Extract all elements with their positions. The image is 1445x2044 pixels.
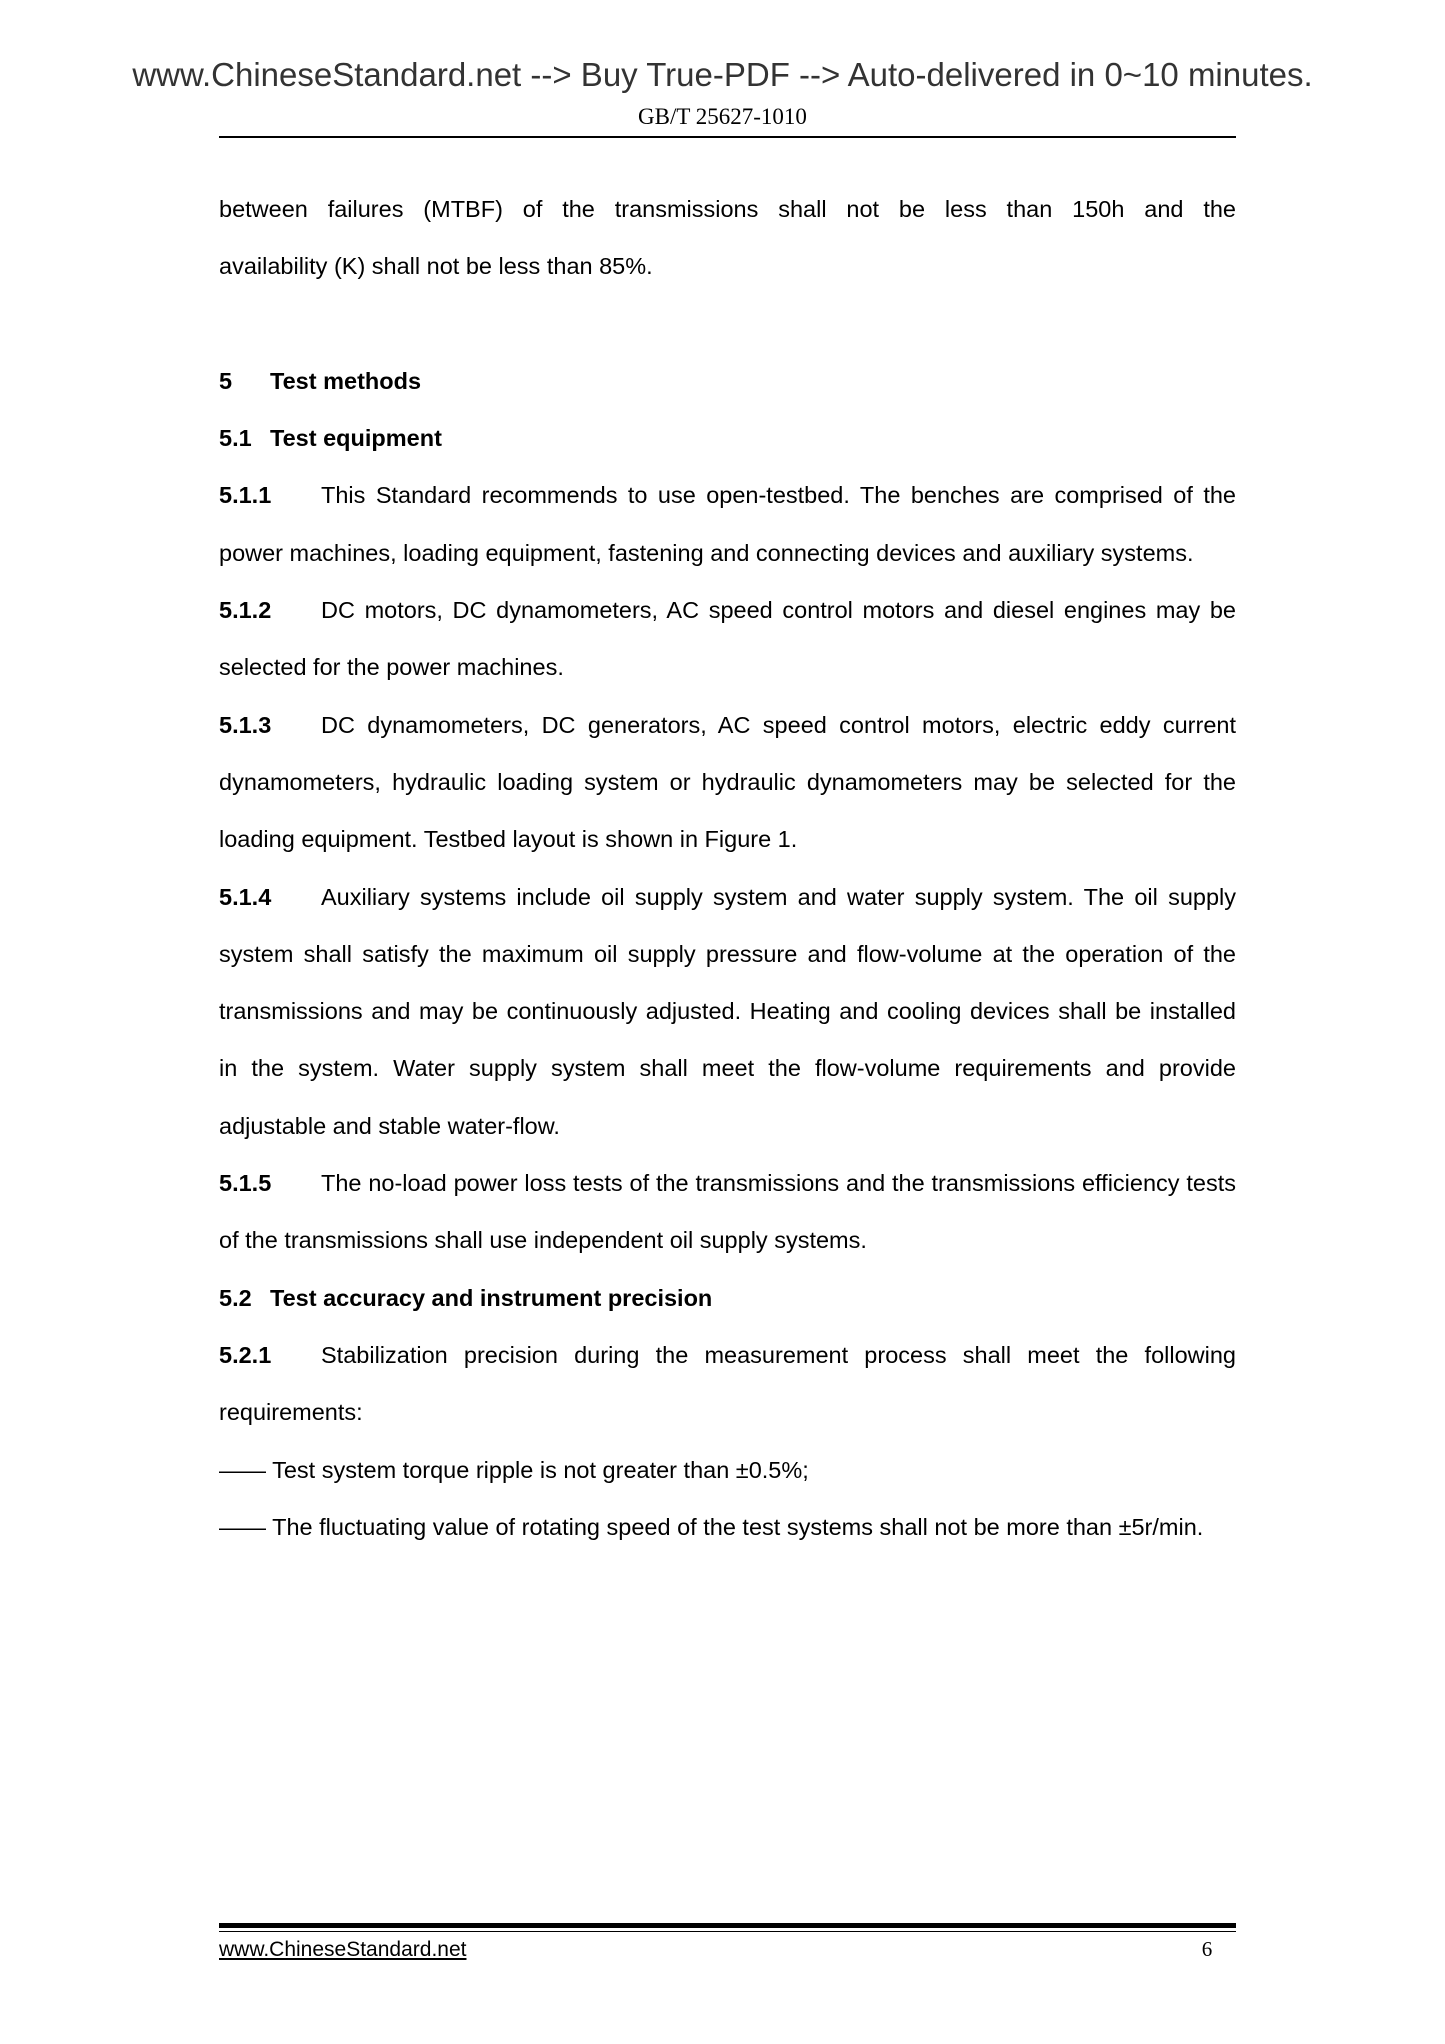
clause-text: The no-load power loss tests of the transmissions and the transmissions efficiency tests of the transmissions shall use independent oil supply systems. bbox=[219, 1170, 1236, 1254]
clause-5-1-5 bbox=[219, 1155, 1236, 1270]
clause-5-1-1 bbox=[219, 467, 1236, 582]
intro-paragraph-line-2: availability (K) shall not be less than 85%. bbox=[219, 253, 653, 280]
section-number: 5 bbox=[219, 367, 233, 394]
clause-5-2-1 bbox=[219, 1327, 1236, 1442]
clause-number: 5.1.4 bbox=[219, 883, 272, 910]
footer-divider-thick bbox=[219, 1923, 1236, 1928]
section-title: Test methods bbox=[270, 367, 422, 394]
clause-text: Auxiliary systems include oil supply system and water supply system. The oil supply system shall satisfy the maximum oil supply pressure and flow-volume at the operation of the transmissions and may be continuously adjusted. Heating and cooling devices shall be installed in the system. Water supply system shall meet the flow-volume requirements and provide adjustable and stable water-flow. bbox=[219, 883, 1236, 1139]
footer-website-link[interactable]: www.ChineseStandard.net bbox=[219, 1938, 467, 1961]
standard-number: GB/T 25627-1010 bbox=[638, 104, 807, 129]
clause-text: This Standard recommends to use open-testbed. The benches are comprised of the power machines, loading equipment, fastening and connecting devices and auxiliary systems. bbox=[219, 482, 1236, 566]
page-number: 6 bbox=[1201, 1937, 1213, 1961]
section-5-1-heading bbox=[219, 410, 1236, 467]
footer-divider-thin bbox=[219, 1931, 1236, 1932]
header-divider bbox=[219, 136, 1236, 138]
intro-paragraph-line-1: between failures (MTBF) of the transmissions shall not be less than 150h and the bbox=[219, 196, 1236, 222]
clause-number: 5.1.5 bbox=[219, 1170, 272, 1197]
list-item: —— The fluctuating value of rotating speed of the test systems shall not be more than ±5r/min. bbox=[219, 1513, 1204, 1540]
clause-text: DC motors, DC dynamometers, AC speed control motors and diesel engines may be selected for the power machines. bbox=[219, 597, 1236, 681]
clause-number: 5.1.1 bbox=[219, 482, 272, 509]
section-number: 5.1 bbox=[219, 425, 252, 452]
section-title: Test equipment bbox=[270, 425, 442, 452]
list-item: —— Test system torque ripple is not greater than ±0.5%; bbox=[219, 1456, 809, 1483]
document-body bbox=[219, 181, 1236, 1556]
section-5-heading bbox=[219, 353, 1236, 410]
paragraph-spacer bbox=[219, 296, 1236, 353]
clause-number: 5.1.2 bbox=[219, 597, 272, 624]
clause-5-1-2 bbox=[219, 582, 1236, 697]
section-number: 5.2 bbox=[219, 1284, 252, 1311]
clause-text: Stabilization precision during the measurement process shall meet the following requirements: bbox=[219, 1341, 1236, 1426]
clause-number: 5.2.1 bbox=[219, 1341, 272, 1368]
clause-5-1-3 bbox=[219, 697, 1236, 869]
site-banner: www.ChineseStandard.net --> Buy True-PDF --> Auto-delivered in 0~10 minutes. bbox=[132, 56, 1313, 93]
clause-5-1-4 bbox=[219, 869, 1236, 1155]
section-title: Test accuracy and instrument precision bbox=[270, 1284, 713, 1311]
section-5-2-heading bbox=[219, 1270, 1236, 1327]
clause-number: 5.1.3 bbox=[219, 711, 272, 738]
clause-text: DC dynamometers, DC generators, AC speed control motors, electric eddy current dynamometers, hydraulic loading system or hydraulic dynamometers may be selected for the loading equipment. Testbed layout is shown in Figure 1. bbox=[219, 711, 1236, 853]
